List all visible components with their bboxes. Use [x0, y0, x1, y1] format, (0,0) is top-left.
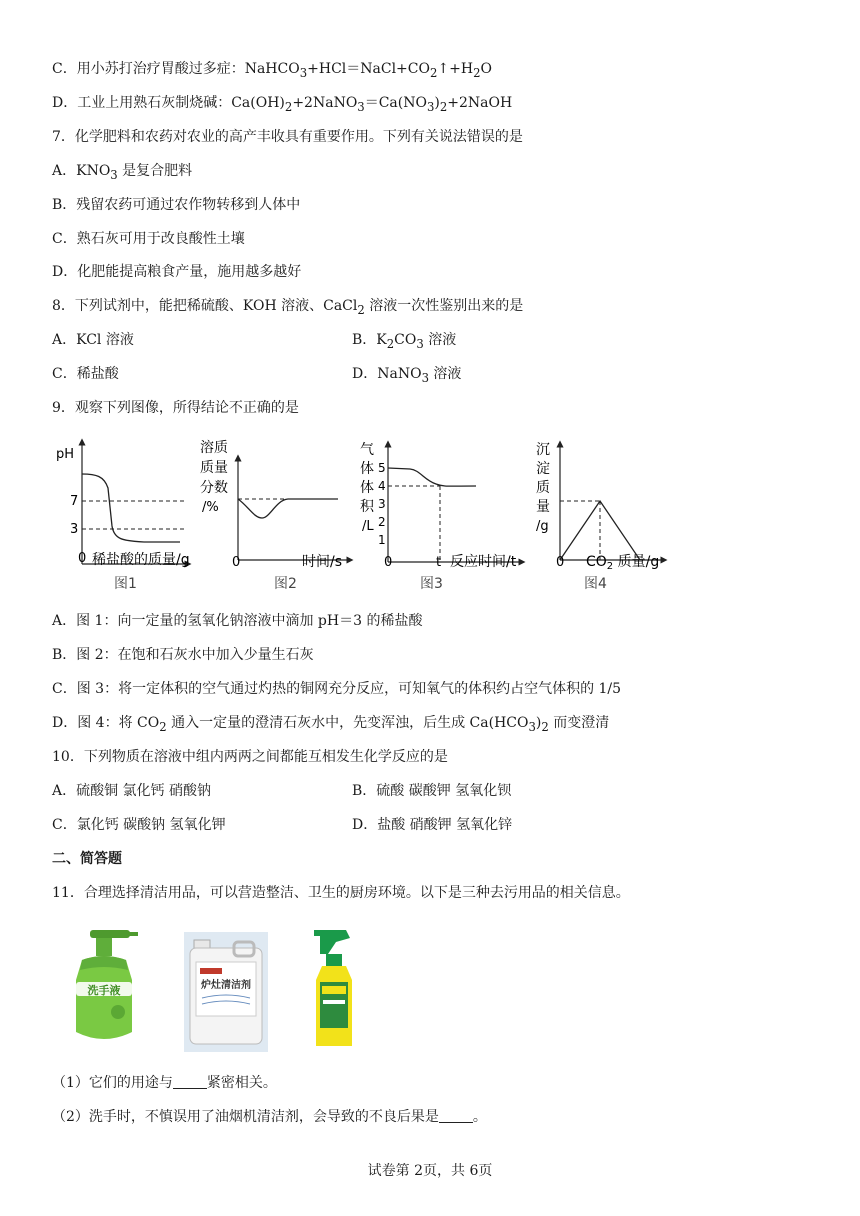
fig3-tick-1: 1: [378, 533, 386, 547]
fig3-ylabel-1: 气: [360, 442, 374, 458]
fig3-curve: [388, 468, 476, 486]
fig2-xlabel: 时间/s: [302, 554, 343, 570]
q8-option-c: C．稀盐酸: [52, 366, 119, 382]
fig3-ylabel-2: 体: [360, 461, 374, 477]
fig2-curve: [238, 499, 338, 518]
fig2-ylabel-4: /%: [202, 500, 219, 515]
fig1-tick-3: 3: [70, 522, 79, 537]
hand-soap-image: [60, 924, 150, 1054]
fig1-xlabel: 稀盐酸的质量/g: [92, 552, 190, 568]
answer-blank-2[interactable]: [439, 1108, 473, 1123]
fig3-ylabel-3: 体: [360, 480, 374, 496]
q9-option-a: A．图 1：向一定量的氢氧化钠溶液中滴加 pH＝3 的稀盐酸: [52, 613, 423, 629]
q8-option-b: B．$K_2CO_3$ 溶液: [352, 332, 457, 351]
figure-4: [530, 436, 670, 600]
fig3-tick-5: 5: [378, 461, 386, 475]
fig1-tick-7: 7: [70, 494, 79, 509]
q9-option-c: C．图 3：将一定体积的空气通过灼热的铜网充分反应，可知氧气的体积约占空气体积的 1/5: [52, 681, 622, 697]
q11-subquestion-2: （2）洗手时，不慎误用了油烟机清洁剂，会导致的不良后果是 。: [52, 1109, 487, 1125]
q8-option-a: A．KCl 溶液: [52, 332, 134, 348]
q10-option-d: D．盐酸 硝酸钾 氢氧化锌: [352, 817, 513, 833]
q7-stem: 7．化学肥料和农药对农业的高产丰收具有重要作用。下列有关说法错误的是: [52, 129, 523, 145]
spray-cleaner-image: [306, 924, 366, 1056]
q7-option-a: A．$KNO_3$ 是复合肥料: [52, 163, 193, 182]
fig4-ylabel-4: 量: [536, 499, 550, 515]
section-heading: 二、简答题: [52, 851, 122, 867]
fig3-ylabel-4: 积: [360, 499, 374, 515]
fig1-curve: [82, 474, 180, 542]
q9-option-d: D．图 4：将 $CO_2$ 通入一定量的澄清石灰水中，先变浑浊，后生成 $Ca(HCO_3)_2$ 而变澄清: [52, 715, 610, 734]
fig3-origin: 0: [384, 555, 393, 570]
fig3-tick-2: 2: [378, 515, 386, 529]
svg-text:炉灶清洁剂: 炉灶清洁剂: [201, 980, 251, 991]
fig1-caption: 图1: [114, 576, 137, 592]
q9-stem: 9．观察下列图像，所得结论不正确的是: [52, 400, 299, 416]
fig2-ylabel-3: 分数: [200, 480, 228, 496]
q10-stem: 10．下列物质在溶液中组内两两之间都能互相发生化学反应的是: [52, 749, 448, 765]
fig3-xlabel: 反应时间/t: [450, 554, 517, 570]
answer-blank-1[interactable]: [173, 1074, 207, 1089]
stove-cleaner-image: [184, 932, 268, 1056]
svg-text:洗手液: 洗手液: [87, 984, 121, 997]
figure-2: [198, 436, 358, 600]
q9-option-b: B．图 2：在饱和石灰水中加入少量生石灰: [52, 647, 314, 663]
q10-option-c: C．氯化钙 碳酸钠 氢氧化钾: [52, 817, 226, 833]
fig2-origin: 0: [232, 555, 241, 570]
figure-1: [52, 436, 192, 600]
figure-3: [356, 436, 526, 600]
fig4-ylabel-5: /g: [536, 519, 549, 534]
fig3-xlabel-t: t: [436, 555, 442, 570]
q8-stem: 8．下列试剂中，能把稀硫酸、KOH 溶液、CaCl$_2$ 溶液一次性鉴别出来的是: [52, 298, 524, 317]
q7-option-c: C．熟石灰可用于改良酸性土壤: [52, 231, 245, 247]
fig2-caption: 图2: [274, 576, 297, 592]
fig4-ylabel-3: 质: [536, 480, 550, 496]
q6-option-d: D．工业上用熟石灰制烧碱：$Ca(OH)_2+2NaNO_3=Ca(NO_3)_2+2NaOH$: [52, 95, 513, 114]
fig4-ylabel-2: 淀: [536, 461, 550, 477]
fig3-tick-3: 3: [378, 497, 386, 511]
q6-option-c: C．用小苏打治疗胃酸过多症：$NaHCO_3+HCl=NaCl+CO_2↑+H_2O$: [52, 61, 492, 80]
fig4-origin: 0: [556, 555, 565, 570]
fig4-caption: 图4: [584, 576, 607, 592]
fig4-ylabel-1: 沉: [536, 442, 550, 458]
q11-subquestion-1: （1）它们的用途与 紧密相关。: [52, 1075, 277, 1091]
fig4-xlabel: $CO_2$ 质量/g: [586, 554, 660, 572]
fig3-tick-4: 4: [378, 479, 386, 493]
fig3-ylabel-5: /L: [362, 519, 374, 534]
fig3-caption: 图3: [420, 576, 443, 592]
fig2-ylabel-1: 溶质: [200, 440, 228, 456]
fig1-origin: 0: [78, 551, 87, 566]
q7-option-b: B．残留农药可通过农作物转移到人体中: [52, 197, 301, 213]
q10-option-a: A．硫酸铜 氯化钙 硝酸钠: [52, 783, 212, 799]
q10-option-b: B．硫酸 碳酸钾 氢氧化钡: [352, 783, 512, 799]
q11-stem: 11．合理选择清洁用品，可以营造整洁、卫生的厨房环境。以下是三种去污用品的相关信息。: [52, 885, 630, 901]
q7-option-d: D．化肥能提高粮食产量，施用越多越好: [52, 264, 302, 280]
q8-option-d: D．NaNO$_3$ 溶液: [352, 366, 462, 385]
fig2-ylabel-2: 质量: [200, 460, 228, 476]
page-footer: 试卷第 2页，共 6页: [367, 1163, 493, 1179]
fig1-ylabel: pH: [56, 447, 75, 462]
